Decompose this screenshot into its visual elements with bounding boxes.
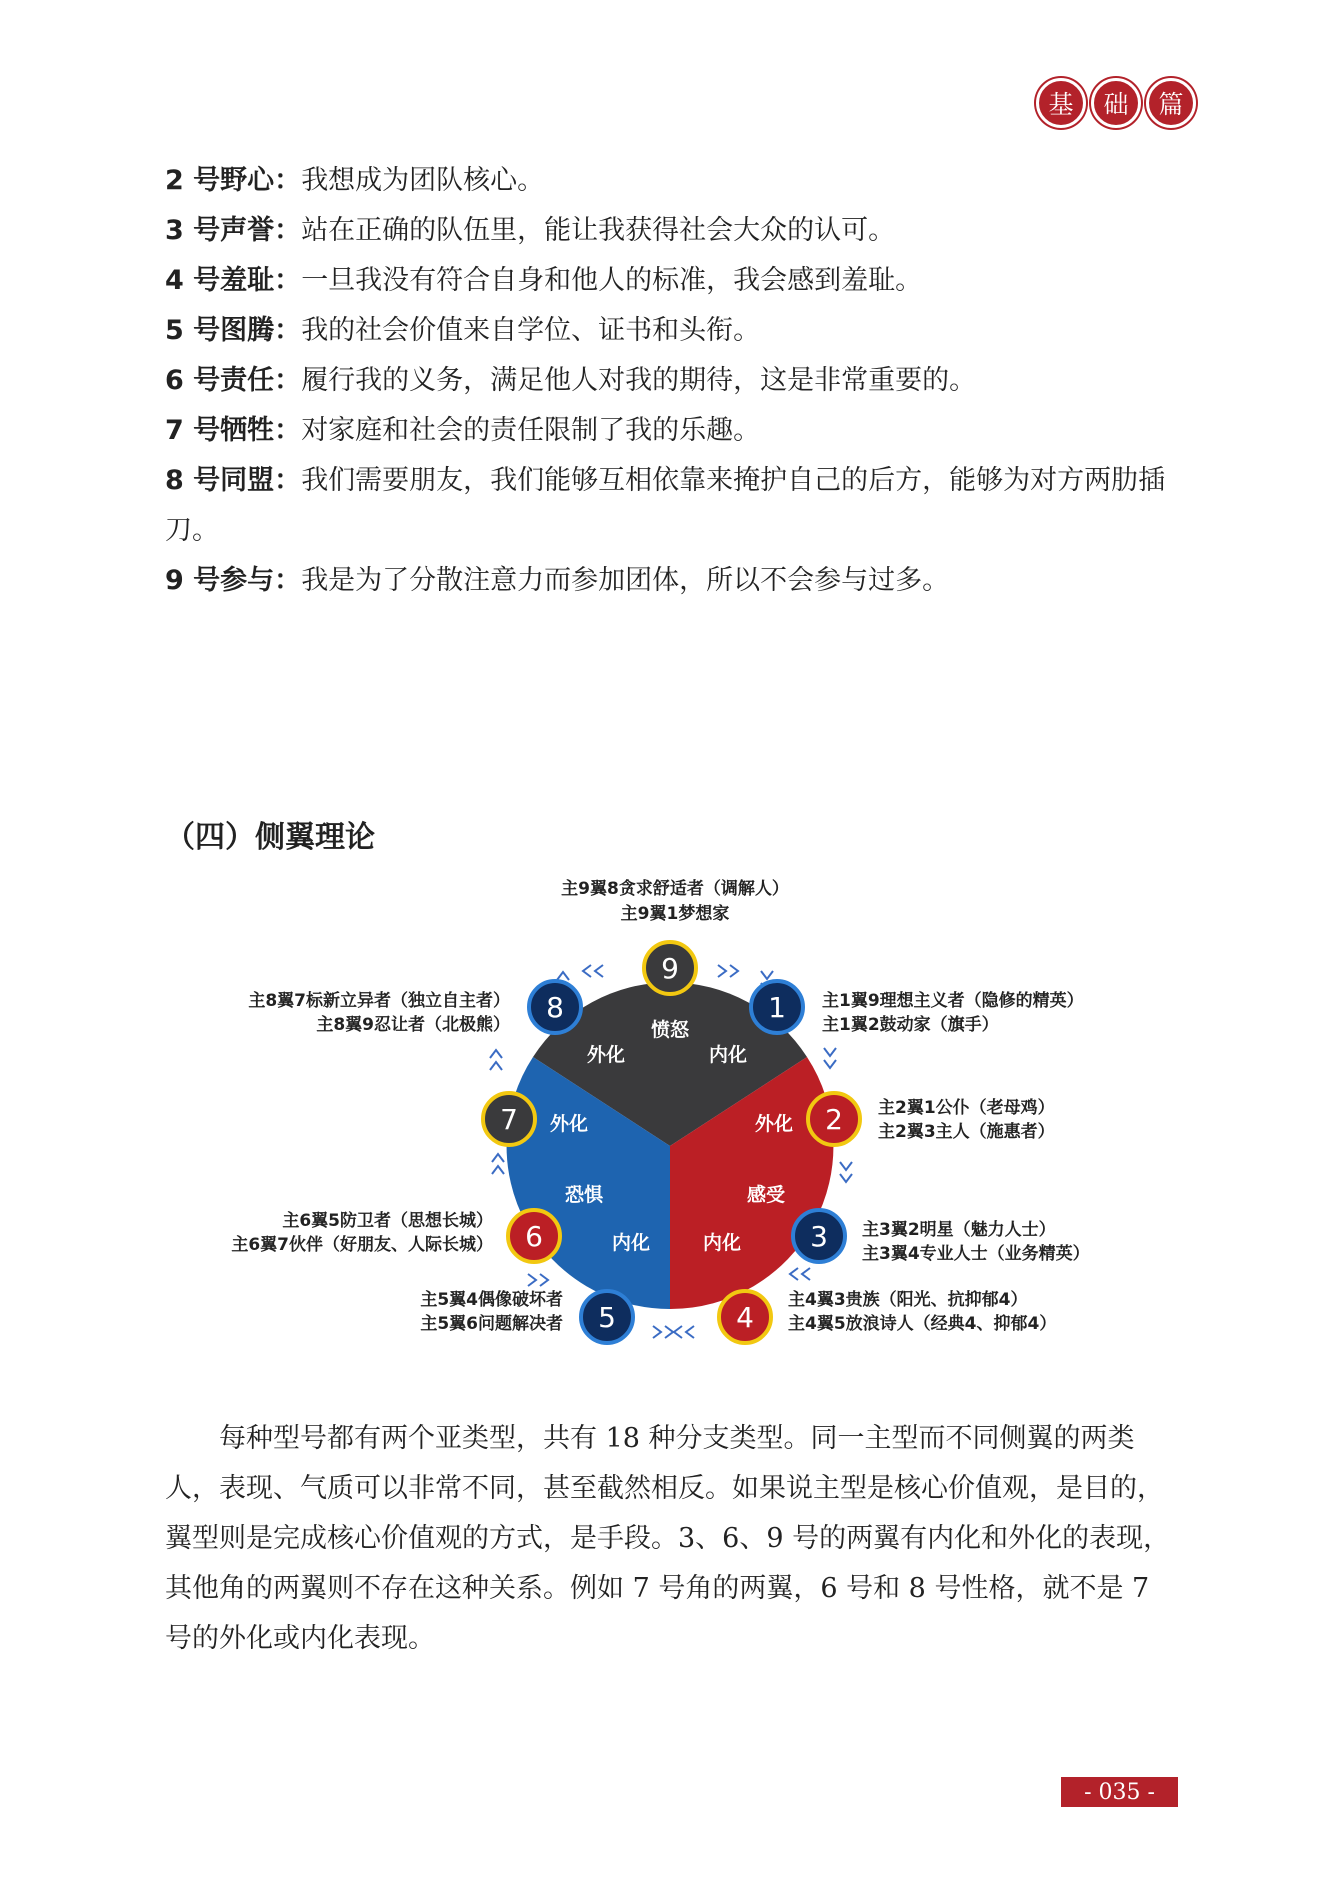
wing-6-label-1: 主6翼5防卫者（思想长城）	[282, 1211, 493, 1231]
wing-4-label-2: 主4翼5放浪诗人（经典4、抑郁4）	[788, 1314, 1057, 1334]
definition-item	[165, 406, 1175, 456]
node-7	[483, 1093, 535, 1145]
definition-text: 我是为了分散注意力而参加团体，所以不会参与过多。	[301, 565, 950, 596]
arrow-icon	[528, 1274, 548, 1286]
wing-8-label-2: 主8翼9忍让者（北极熊）	[316, 1015, 510, 1035]
arrow-icon	[492, 1154, 504, 1174]
segment-feeling-external: 外化	[754, 1113, 794, 1135]
wing-1-label-1: 主1翼9理想主义者（隐修的精英）	[822, 991, 1084, 1011]
definition-text: 对家庭和社会的责任限制了我的乐趣。	[301, 415, 761, 446]
wing-theory-diagram	[190, 872, 1150, 1352]
definition-term: 4 号羞耻：	[165, 265, 302, 296]
definition-text: 我们需要朋友，我们能够互相依靠来掩护自己的后方，能够为对方两肋插刀。	[165, 465, 1166, 546]
page-number: - 035 -	[1061, 1777, 1178, 1807]
node-6	[508, 1210, 560, 1262]
node-1-number: 1	[768, 991, 786, 1024]
definition-item	[165, 306, 1175, 356]
definition-term: 5 号图腾：	[165, 315, 302, 346]
definition-text: 我想成为团队核心。	[301, 165, 545, 196]
wing-3-label-1: 主3翼2明星（魅力人士）	[862, 1220, 1056, 1240]
wing-2-label-2: 主2翼3主人（施惠者）	[878, 1122, 1055, 1142]
arrow-icon	[490, 1050, 502, 1070]
arrow-icon	[718, 965, 738, 977]
definition-item	[165, 556, 1175, 606]
wing-8-label-1: 主8翼7标新立异者（独立自主者）	[248, 991, 510, 1011]
segment-fear-external: 外化	[549, 1113, 589, 1135]
node-7-number: 7	[500, 1103, 518, 1136]
node-9	[644, 942, 696, 994]
definition-term: 9 号参与：	[165, 565, 302, 596]
definition-text: 我的社会价值来自学位、证书和头衔。	[301, 315, 761, 346]
arrow-icon	[824, 1048, 836, 1068]
node-3-number: 3	[810, 1220, 828, 1253]
definition-term: 6 号责任：	[165, 365, 302, 396]
section-title: （四）侧翼理论	[165, 820, 375, 855]
arrow-icon	[790, 1268, 810, 1280]
node-2	[808, 1093, 860, 1145]
segment-anger-external: 外化	[586, 1044, 626, 1066]
arrow-icon	[653, 1326, 673, 1338]
node-3	[793, 1210, 845, 1262]
node-5-number: 5	[598, 1301, 616, 1334]
definition-term: 8 号同盟：	[165, 465, 302, 496]
wing-9-label-2: 主9翼1梦想家	[620, 904, 730, 924]
definition-item	[165, 356, 1175, 406]
badge-ji: 基	[1036, 78, 1086, 128]
definition-text: 站在正确的队伍里，能让我获得社会大众的认可。	[301, 215, 896, 246]
wing-5-label-1: 主5翼4偶像破坏者	[420, 1290, 563, 1310]
definition-text: 履行我的义务，满足他人对我的期待，这是非常重要的。	[301, 365, 977, 396]
wing-3-label-2: 主3翼4专业人士（业务精英）	[862, 1244, 1090, 1264]
arrow-icon	[840, 1162, 852, 1182]
segment-anger-label: 愤怒	[650, 1019, 690, 1041]
wing-5-label-2: 主5翼6问题解决者	[420, 1314, 563, 1334]
definition-list	[165, 156, 1175, 606]
wing-1-label-2: 主1翼2鼓动家（旗手）	[822, 1015, 999, 1035]
segment-fear-internal: 内化	[611, 1232, 651, 1254]
definition-text: 一旦我没有符合自身和他人的标准，我会感到羞耻。	[301, 265, 923, 296]
node-9-number: 9	[661, 952, 679, 985]
arrow-icon	[583, 965, 603, 977]
definition-term: 2 号野心：	[165, 165, 302, 196]
node-1	[751, 981, 803, 1033]
node-8	[529, 981, 581, 1033]
segment-anger-internal: 内化	[708, 1044, 748, 1066]
arrow-icon	[674, 1326, 694, 1338]
body-paragraph: 每种型号都有两个亚类型，共有 18 种分支类型。同一主型而不同侧翼的两类人，表现、气质可以非常不同，甚至截然相反。如果说主型是核心价值观，是目的，翼型则是完成核心价值观的方式，是手段。3、6、9 号的两翼有内化和外化的表现，其他角的两翼则不存在这种关系。例如 7 号角的两翼，6 号和 8 号性格，就不是 7 号的外化或内化表现。	[165, 1423, 1171, 1654]
wing-2-label-1: 主2翼1公仆（老母鸡）	[878, 1098, 1055, 1118]
wing-6-label-2: 主6翼7伙伴（好朋友、人际长城）	[231, 1235, 493, 1255]
definition-item	[165, 456, 1175, 556]
node-4-number: 4	[736, 1301, 754, 1334]
definition-item	[165, 206, 1175, 256]
node-6-number: 6	[525, 1220, 543, 1253]
definition-term: 3 号声誉：	[165, 215, 302, 246]
definition-item	[165, 256, 1175, 306]
wing-4-label-1: 主4翼3贵族（阳光、抗抑郁4）	[788, 1290, 1028, 1310]
badge-chu: 础	[1091, 78, 1141, 128]
node-4	[719, 1291, 771, 1343]
wing-9-label-1: 主9翼8贪求舒适者（调解人）	[561, 879, 789, 899]
definition-item	[165, 156, 1175, 206]
badge-pian: 篇	[1146, 78, 1196, 128]
definition-term: 7 号牺牲：	[165, 415, 302, 446]
node-2-number: 2	[825, 1103, 843, 1136]
node-5	[581, 1291, 633, 1343]
segment-feeling-label: 感受	[746, 1184, 786, 1206]
node-8-number: 8	[546, 991, 564, 1024]
header-badges	[1036, 78, 1196, 128]
segment-feeling-internal: 内化	[702, 1232, 742, 1254]
segment-fear-label: 恐惧	[564, 1184, 604, 1206]
